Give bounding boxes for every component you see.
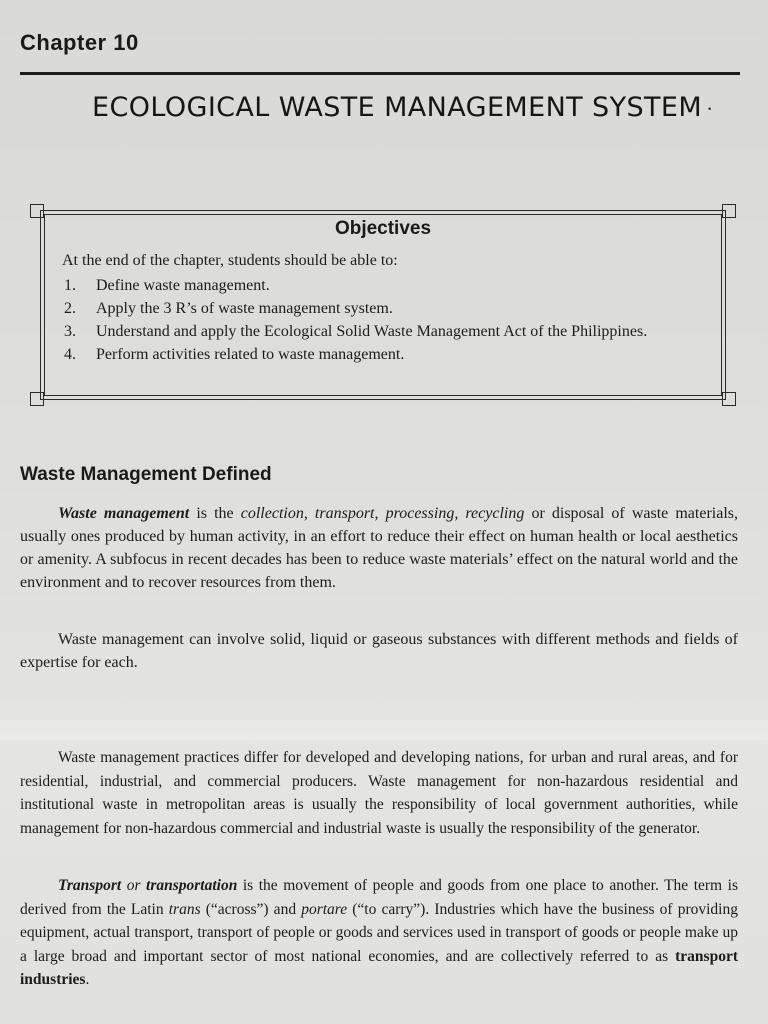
paragraph-substances [20, 628, 738, 674]
paragraph-text: . [85, 971, 90, 988]
photo-fold-shading [0, 700, 768, 740]
corner-ornament-bottom-right [722, 392, 736, 406]
paragraph-text: (“across”) and [200, 900, 302, 918]
objectives-heading: Objectives [334, 218, 432, 239]
paragraph-text: is the [189, 505, 241, 522]
paragraph-practices [20, 746, 738, 840]
corner-ornament-top-left [30, 204, 44, 218]
paragraph-text: is the movement of people and goods from one place to another. The term is derived from the Latin [20, 877, 738, 918]
paragraph-text: (“to carry”). Industries which have the business of providing equipment, actual transport, transport of people or goods and services used in transport of goods or people make up a large broad and important sector of most national economies, and are collectively referred to as [20, 900, 738, 965]
objective-item [62, 343, 702, 366]
latin-portare: portare [301, 900, 348, 918]
paragraph-transport [20, 874, 738, 992]
title-mark: · [706, 96, 714, 121]
term-transport-industries: transport industries [20, 947, 738, 988]
objective-text: Perform activities related to waste management. [96, 346, 405, 363]
objective-number: 4. [64, 346, 76, 363]
paragraph-text: Waste management practices differ for developed and developing nations, for urban and rural areas, and for residential, industrial, and commercial producers. Waste management for non-hazardous residential and institutional waste in metropolitan areas is usually the responsibility of local government authorities, while management for non-hazardous commercial and industrial waste is usually the responsibility of the generator. [20, 749, 738, 837]
italic-terms: collection, transport, processing, recycling [240, 505, 525, 522]
corner-ornament-top-right [722, 204, 736, 218]
latin-trans: trans [168, 900, 201, 918]
paragraph-text: or [121, 877, 147, 894]
objectives-intro: At the end of the chapter, students should be able to: [62, 252, 398, 269]
objectives-box [30, 200, 736, 410]
chapter-label: Chapter 10 [20, 30, 139, 55]
paragraph-definition [20, 502, 738, 594]
objective-text: Understand and apply the Ecological Solid Waste Management Act of the Philippines. [96, 323, 648, 340]
objective-number: 2. [64, 300, 76, 317]
objective-text: Define waste management. [96, 277, 270, 294]
chapter-divider [20, 72, 740, 75]
chapter-title: ECOLOGICAL WASTE MANAGEMENT SYSTEM [92, 92, 703, 123]
objective-number: 3. [64, 323, 76, 340]
objective-item [62, 297, 702, 320]
paragraph-text: Waste management can involve solid, liquid or gaseous substances with different methods and fields of expertise for each. [20, 631, 738, 671]
objective-item [62, 320, 702, 343]
objective-item [62, 274, 702, 297]
term-waste-management: Waste management [58, 505, 190, 522]
paragraph-text: or disposal of waste materials, usually ones produced by human activity, in an effort to reduce their effect on human health or local aesthetics or amenity. A subfocus in recent decades has been to reduce waste materials’ effect on the natural world and the environment and to recover resources from them. [20, 505, 738, 591]
corner-ornament-bottom-left [30, 392, 44, 406]
term-transportation: transportation [146, 877, 238, 894]
section-heading: Waste Management Defined [20, 464, 272, 485]
objectives-list [62, 274, 702, 366]
term-transport: Transport [58, 877, 122, 894]
objective-number: 1. [64, 277, 76, 294]
objective-text: Apply the 3 R’s of waste management system. [96, 300, 393, 317]
